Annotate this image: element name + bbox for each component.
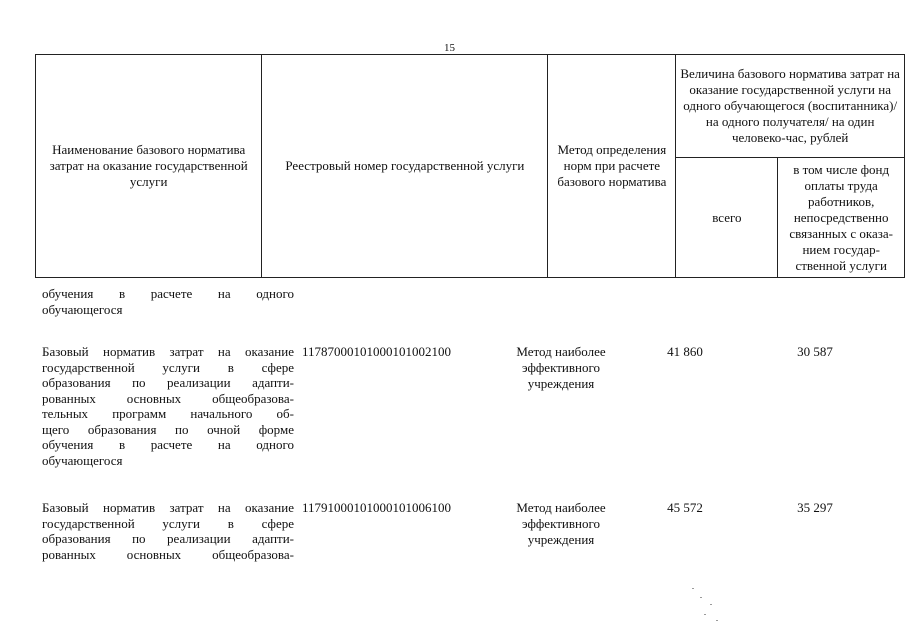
row-2-name: [42, 500, 294, 562]
row-2-name-line: рованных основных общеобразова-: [42, 546, 294, 562]
row-1-name-line: обучения в расчете на одного: [42, 437, 294, 452]
row-0-name-line: обучения в расчете на одного: [42, 286, 294, 301]
row-1-name-line: тельных программ начального об-: [42, 406, 294, 421]
header-total-column: всего: [676, 158, 778, 278]
scan-speck: [700, 597, 702, 598]
row-1-name-line: образования по реализации адапти-: [42, 375, 294, 390]
row-2-method: Метод наиболее эффективного учреждения: [516, 500, 606, 547]
row-2-name-line: образования по реализации адапти-: [42, 531, 294, 546]
row-2-total: 45 572: [667, 500, 703, 515]
row-1-name-line: Базовый норматив затрат на оказание: [42, 344, 294, 359]
row-1-registry: 11787000101000101002100: [302, 344, 452, 359]
row-1-name-line: щего образования по очной форме: [42, 421, 294, 437]
page-number: 15: [444, 42, 455, 54]
scan-speck: [710, 604, 712, 605]
row-2-labor: 35 297: [797, 500, 833, 515]
header-registry-column: Реестровый номер государственной услуги: [262, 55, 548, 278]
scan-speck: [716, 620, 718, 621]
row-2-registry: 11791000101000101006100: [302, 500, 452, 515]
header-labor-column: в том числе фонд оплаты труда работников, непосредственно связанных с оказа-нием государ-ственной услуги: [778, 158, 905, 278]
row-2-name-line: государственной услуги в сфере: [42, 515, 294, 531]
row-1-name-line: государственной услуги в сфере: [42, 359, 294, 375]
header-method-column: Метод определения норм при расчете базового норматива: [548, 55, 676, 278]
scan-speck: [704, 614, 706, 615]
table-header: [35, 54, 905, 278]
row-0-name-line: обучающегося: [42, 301, 123, 317]
row-1-method: Метод наиболее эффективного учреждения: [516, 344, 606, 391]
row-1-name-line: обучающегося: [42, 452, 123, 468]
scan-speck: [692, 588, 694, 589]
row-1-name: [42, 344, 294, 468]
row-1-labor: 30 587: [797, 344, 833, 359]
row-0-name: [42, 286, 294, 317]
row-1-name-line: рованных основных общеобразова-: [42, 390, 294, 406]
row-2-name-line: Базовый норматив затрат на оказание: [42, 500, 294, 515]
row-1-total: 41 860: [667, 344, 703, 359]
header-name-column: Наименование базового норматива затрат на оказание государственной услуги: [36, 55, 262, 278]
header-value-group: Величина базового норматива затрат на оказание государственной услуги на одного обучающегося (воспитанника)/ на одного получателя/ на один человеко-час, рублей: [676, 55, 905, 158]
